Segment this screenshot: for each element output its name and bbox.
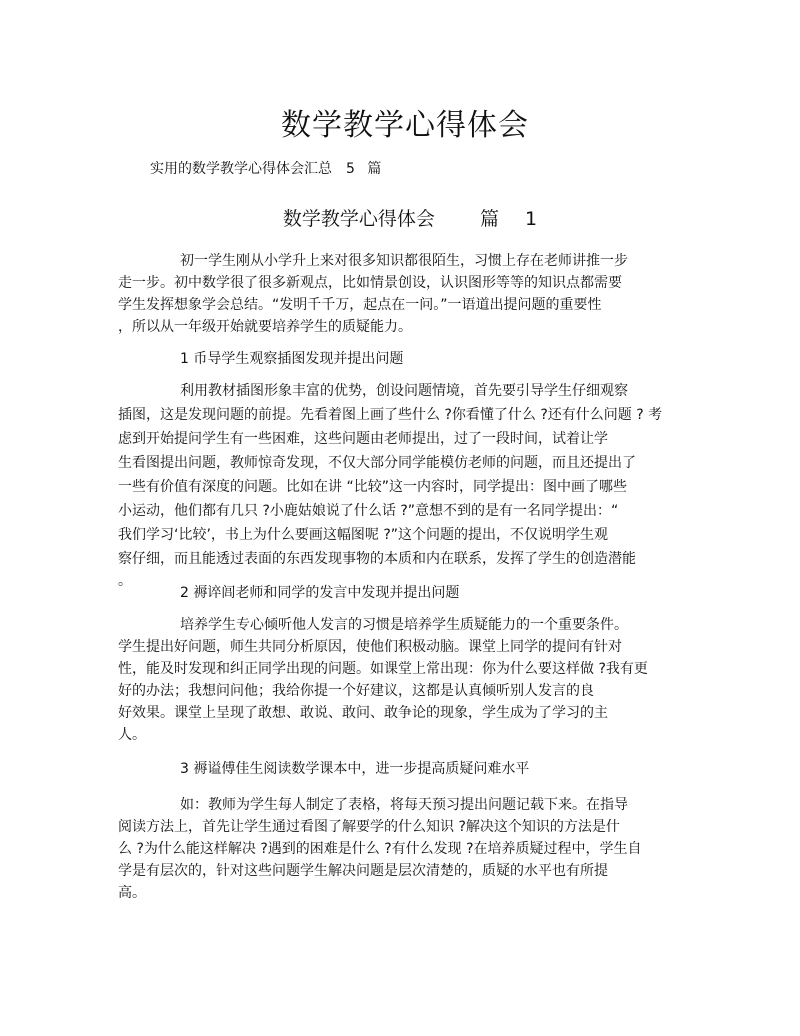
section-heading: 2 褥谇闾老师和同学的发言中发现并提出问题 (180, 585, 460, 601)
paragraph-line: 察仔细，而且能透过表面的东西发现事物的本质和内在联系，发挥了学生的创造潜能 (118, 551, 636, 567)
paragraph-line: 么 ?为什么能这样解决 ?遇到的困难是什么 ?有什么发现 ?在培养质疑过程中，学生自 (118, 841, 642, 857)
paragraph-line: 高。 (118, 885, 146, 901)
paragraph-line: 一些有价值有深度的问题。比如在讲 “比较”这一内容时，同学提出：图中画了哪些 (118, 479, 627, 495)
paragraph-line: 好效果。课堂上呈现了敢想、敢说、敢问、敢争论的现象，学生成为了学习的主 (118, 705, 608, 721)
paragraph-line: 小运动，他们都有几只 ?小鹿姑娘说了什么话 ?”意想不到的是有一名同学提出：“ (118, 503, 619, 519)
paragraph-line: 学生发挥想象学会总结。“发明千千万，起点在一问。”一语道出提问题的重要性 (118, 297, 602, 313)
section-heading: 3 褥谥傅佳生阅读数学课本中，进一步提高质疑问难水平 (180, 761, 530, 777)
subtitle: 实用的数学教学心得体会汇总 5 篇 (150, 161, 382, 177)
paragraph-line: 插图，这是发现问题的前提。先看着图上画了些什么 ?你看懂了什么 ?还有什么问题 ? 考 (118, 407, 663, 423)
paragraph-line: 。 (118, 573, 132, 589)
paragraph-line: 虑到开始提问学生有一些困难，这些问题由老师提出，过了一段时间，试着让学 (118, 431, 608, 447)
paragraph-line: 好的办法；我想问问他；我给你提一个好建议，这都是认真倾听别人发言的良 (118, 683, 594, 699)
paragraph-line: 人。 (118, 727, 146, 743)
paragraph-line: 性，能及时发现和纠正同学出现的问题。如课堂上常出现：你为什么要这样做 ?我有更 (118, 661, 648, 677)
paragraph-line: 生看图提出问题，教师惊奇发现，不仅大部分同学能模仿老师的问题，而且还提出了 (118, 455, 636, 471)
paragraph-line: 学是有层次的，针对这些问题学生解决问题是层次清楚的，质疑的水平也有所提 (118, 863, 608, 879)
paragraph-line: 走一步。初中数学很了很多新观点，比如情景创设，认识图形等等的知识点都需要 (118, 275, 622, 291)
paragraph-line: 学生提出好问题，师生共同分析原因，使他们积极动脑。课堂上同学的提问有针对 (118, 639, 622, 655)
section-heading: 1 币导学生观察插图发现并提出问题 (180, 351, 404, 367)
section-title: 数学教学心得体会 篇 1 (282, 208, 538, 230)
paragraph-line: 阅读方法上，首先让学生通过看图了解要学的什么知识 ?解决这个知识的方法是什 (118, 819, 620, 835)
page-title: 数学教学心得体会 (281, 108, 529, 143)
paragraph-line: 如：教师为学生每人制定了表格，将每天预习提出问题记载下来。在指导 (180, 797, 628, 813)
paragraph-line: 我们学习‘比较’，书上为什么要画这幅图呢 ?”这个问题的提出，不仅说明学生观 (118, 527, 609, 543)
paragraph-line: ，所以从一年级开始就要培养学生的质疑能力。 (118, 319, 412, 335)
paragraph-line: 初一学生刚从小学升上来对很多知识都很陌生，习惯上存在老师讲推一步 (180, 253, 628, 269)
paragraph-line: 利用教材插图形象丰富的优势，创设问题情境，首先要引导学生仔细观察 (180, 383, 628, 399)
paragraph-line: 培养学生专心倾听他人发言的习惯是培养学生质疑能力的一个重要条件。 (180, 617, 628, 633)
